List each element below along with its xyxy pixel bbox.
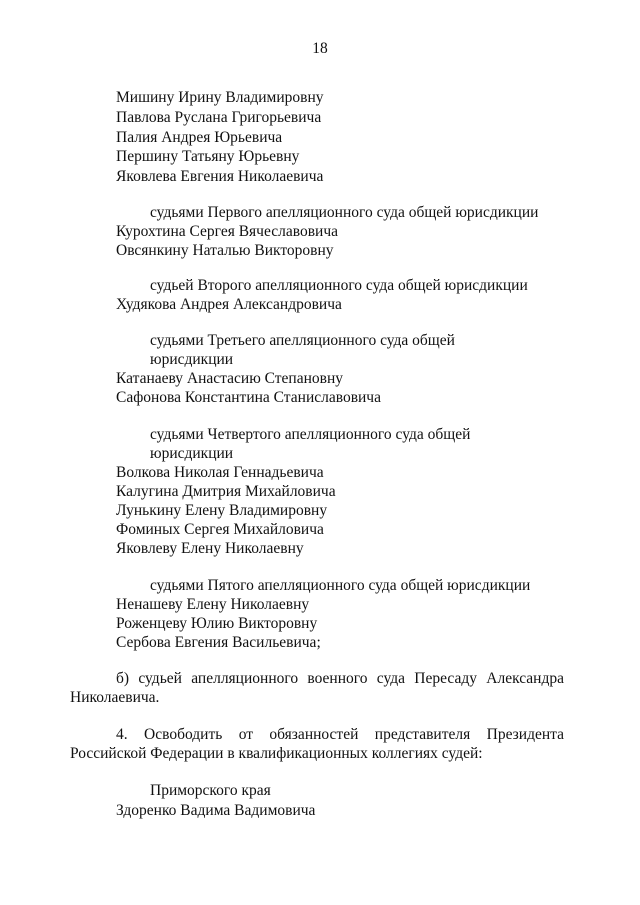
region-header-primorsky: Приморского края [150,782,271,799]
court-header-third-line1: судьями Третьего апелляционного суда общей [150,332,455,349]
name-line: Палия Андрея Юрьевича [116,129,283,146]
name-line: Калугина Дмитрия Михайловича [116,483,336,500]
paragraph-4-line1: 4. Освободить от обязанностей представителя Президента [116,726,564,743]
name-line: Павлова Руслана Григорьевича [116,109,322,126]
name-line: Сафонова Константина Станиславовича [116,389,381,406]
court-header-third-line2: юрисдикции [150,351,234,368]
name-line: Волкова Николая Геннадьевича [116,464,324,481]
name-line: Першину Татьяну Юрьевну [116,148,300,165]
court-header-fourth-line1: судьями Четвертого апелляционного суда общей [150,426,471,443]
name-line: Яковлева Евгения Николаевича [116,168,324,185]
paragraph-4-line2: Российской Федерации в квалификационных коллегиях судей: [70,745,483,762]
court-header-fourth-line2: юрисдикции [150,445,234,462]
court-header-second: судьей Второго апелляционного суда общей юрисдикции [150,277,528,294]
name-line: Мишину Ирину Владимировну [116,89,324,106]
paragraph-b [70,669,564,707]
page-number: 18 [312,40,328,57]
paragraph-b-line1: б) судьей апелляционного военного суда Пересаду Александра [116,670,564,687]
name-line: Курохтина Сергея Вячеславовича [116,223,338,240]
name-line: Катанаеву Анастасию Степановну [116,370,344,387]
name-line: Худякова Андрея Александровича [116,296,342,313]
name-line: Роженцеву Юлию Викторовну [116,615,318,632]
name-line: Здоренко Вадима Вадимовича [116,802,316,819]
name-line: Ненашеву Елену Николаевну [116,596,310,613]
name-line: Лунькину Елену Владимировну [116,502,328,519]
name-line: Яковлеву Елену Николаевну [116,540,304,557]
name-line: Сербова Евгения Васильевича; [116,634,321,651]
paragraph-b-line2: Николаевича. [70,689,160,706]
name-line: Овсянкину Наталью Викторовну [116,242,334,259]
court-header-first: судьями Первого апелляционного суда общей юрисдикции [150,204,539,221]
paragraph-4 [70,725,564,763]
court-header-fifth: судьями Пятого апелляционного суда общей юрисдикции [150,577,531,594]
name-line: Фоминых Сергея Михайловича [116,521,324,538]
